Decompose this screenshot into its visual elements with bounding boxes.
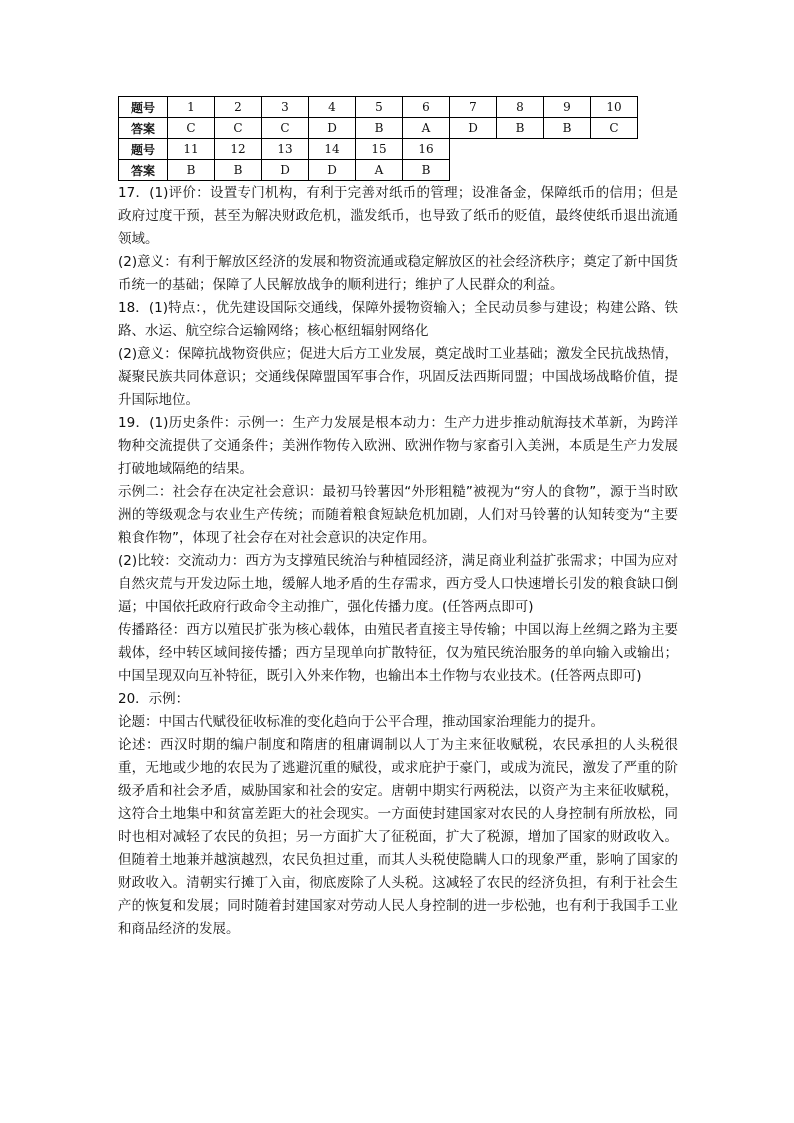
question-number: 2 bbox=[215, 97, 262, 118]
q20-heading: 20．示例： bbox=[118, 691, 190, 707]
answer-row-1 bbox=[119, 118, 638, 139]
question-number: 12 bbox=[215, 139, 262, 160]
question-number-row-2 bbox=[119, 139, 638, 160]
answer-cell: B bbox=[215, 160, 262, 181]
question-number: 4 bbox=[309, 97, 356, 118]
answer-cell: B bbox=[544, 118, 591, 139]
q20-thesis-paragraph: 论题：中国古代赋役征收标准的变化趋向于公平合理，推动国家治理能力的提升。 bbox=[118, 714, 604, 730]
question-number: 15 bbox=[356, 139, 403, 160]
question-number: 11 bbox=[168, 139, 215, 160]
answer-document bbox=[118, 96, 678, 941]
answer-cell: B bbox=[356, 118, 403, 139]
answer-cell: D bbox=[262, 160, 309, 181]
question-number: 16 bbox=[403, 139, 450, 160]
answer-cell: C bbox=[215, 118, 262, 139]
q19-part2-comparison-paragraph: (2)比较：交流动力：西方为支撑殖民统治与种植园经济，满足商业利益扩张需求；中国为应对自然灾荒与开发边际土地，缓解人地矛盾的生存需求，西方受人口快速增长引发的粮食缺口倒逼；中国依托政府行政命令主动推广，强化传播力度。(任答两点即可) bbox=[118, 553, 678, 615]
question-number: 8 bbox=[497, 97, 544, 118]
answer-row-2 bbox=[119, 160, 638, 181]
question-number: 13 bbox=[262, 139, 309, 160]
question-number-row-1 bbox=[119, 97, 638, 118]
empty-cell bbox=[450, 139, 638, 160]
q19-part2-route-paragraph: 传播路径：西方以殖民扩张为核心载体，由殖民者直接主导传输；中国以海上丝绸之路为主要载体，经中转区域间接传播；西方呈现单向扩散特征，仅为殖民统治服务的单向输入或输出；中国呈现双向互补特征，既引入外来作物，也输出本土作物与农业技术。(任答两点即可) bbox=[118, 622, 678, 684]
answer-table bbox=[118, 96, 638, 181]
answer-cell: D bbox=[309, 160, 356, 181]
question-number: 10 bbox=[591, 97, 638, 118]
q20-argument-paragraph: 论述：西汉时期的编户制度和隋唐的租庸调制以人丁为主来征收赋税，农民承担的人头税很重，无地或少地的农民为了逃避沉重的赋役，或求庇护于豪门，或成为流民，激发了严重的阶级矛盾和社会矛盾，威胁国家和社会的安定。唐朝中期实行两税法，以资产为主来征收赋税，这符合土地集中和贫富差距大的社会现实。一方面使封建国家对农民的人身控制有所放松，同时也相对减轻了农民的负担；另一方面扩大了征税面，扩大了税源，增加了国家的财政收入。但随着土地兼并越演越烈，农民负担过重，而其人头税使隐瞒人口的现象严重，影响了国家的财政收入。清朝实行摊丁入亩，彻底废除了人头税。这减轻了农民的经济负担，有利于社会生产的恢复和发展；同时随着封建国家对劳动人民人身控制的进一步松弛，也有利于我国手工业和商品经济的发展。 bbox=[118, 737, 678, 937]
answer-cell: A bbox=[356, 160, 403, 181]
answer-label: 答案 bbox=[119, 160, 168, 181]
empty-cell bbox=[450, 160, 638, 181]
question-number: 7 bbox=[450, 97, 497, 118]
q19-part1-example1-paragraph: 19．(1)历史条件：示例一：生产力发展是根本动力：生产力进步推动航海技术革新，为跨洋物种交流提供了交通条件；美洲作物传入欧洲、欧洲作物与家畜引入美洲，本质是生产力发展打破地域隔绝的结果。 bbox=[118, 415, 678, 477]
q18-part1-paragraph: 18．(1)特点：，优先建设国际交通线，保障外援物资输入；全民动员参与建设；构建公路、铁路、水运、航空综合运输网络；核心枢纽辐射网络化 bbox=[118, 300, 678, 339]
q18-part2-paragraph: (2)意义：保障抗战物资供应；促进大后方工业发展，奠定战时工业基础；激发全民抗战热情，凝聚民族共同体意识；交通线保障盟国军事合作，巩固反法西斯同盟；中国战场战略价值，提升国际地位。 bbox=[118, 346, 678, 408]
question-number: 14 bbox=[309, 139, 356, 160]
question-label: 题号 bbox=[119, 139, 168, 160]
answer-cell: B bbox=[403, 160, 450, 181]
question-number: 1 bbox=[168, 97, 215, 118]
answer-cell: B bbox=[497, 118, 544, 139]
answer-cell: C bbox=[168, 118, 215, 139]
q17-part2-paragraph: (2)意义：有利于解放区经济的发展和物资流通或稳定解放区的社会经济秩序；奠定了新中国货币统一的基础；保障了人民解放战争的顺利进行；维护了人民群众的利益。 bbox=[118, 254, 678, 293]
question-number: 9 bbox=[544, 97, 591, 118]
answer-cell: C bbox=[262, 118, 309, 139]
q17-part1-paragraph: 17．(1)评价：设置专门机构，有利于完善对纸币的管理；设准备金，保障纸币的信用；但是政府过度干预，甚至为解决财政危机，滥发纸币，也导致了纸币的贬值，最终使纸币退出流通领域。 bbox=[118, 185, 678, 247]
answer-explanations bbox=[118, 182, 678, 941]
answer-cell: D bbox=[309, 118, 356, 139]
question-label: 题号 bbox=[119, 97, 168, 118]
answer-cell: D bbox=[450, 118, 497, 139]
answer-cell: A bbox=[403, 118, 450, 139]
q19-part1-example2-paragraph: 示例二：社会存在决定社会意识：最初马铃薯因“外形粗糙”被视为“穷人的食物”，源于当时欧洲的等级观念与农业生产传统；而随着粮食短缺危机加剧，人们对马铃薯的认知转变为“主要粮食作物”，体现了社会存在对社会意识的决定作用。 bbox=[118, 484, 678, 546]
answer-cell: B bbox=[168, 160, 215, 181]
answer-cell: C bbox=[591, 118, 638, 139]
question-number: 6 bbox=[403, 97, 450, 118]
question-number: 5 bbox=[356, 97, 403, 118]
question-number: 3 bbox=[262, 97, 309, 118]
answer-label: 答案 bbox=[119, 118, 168, 139]
